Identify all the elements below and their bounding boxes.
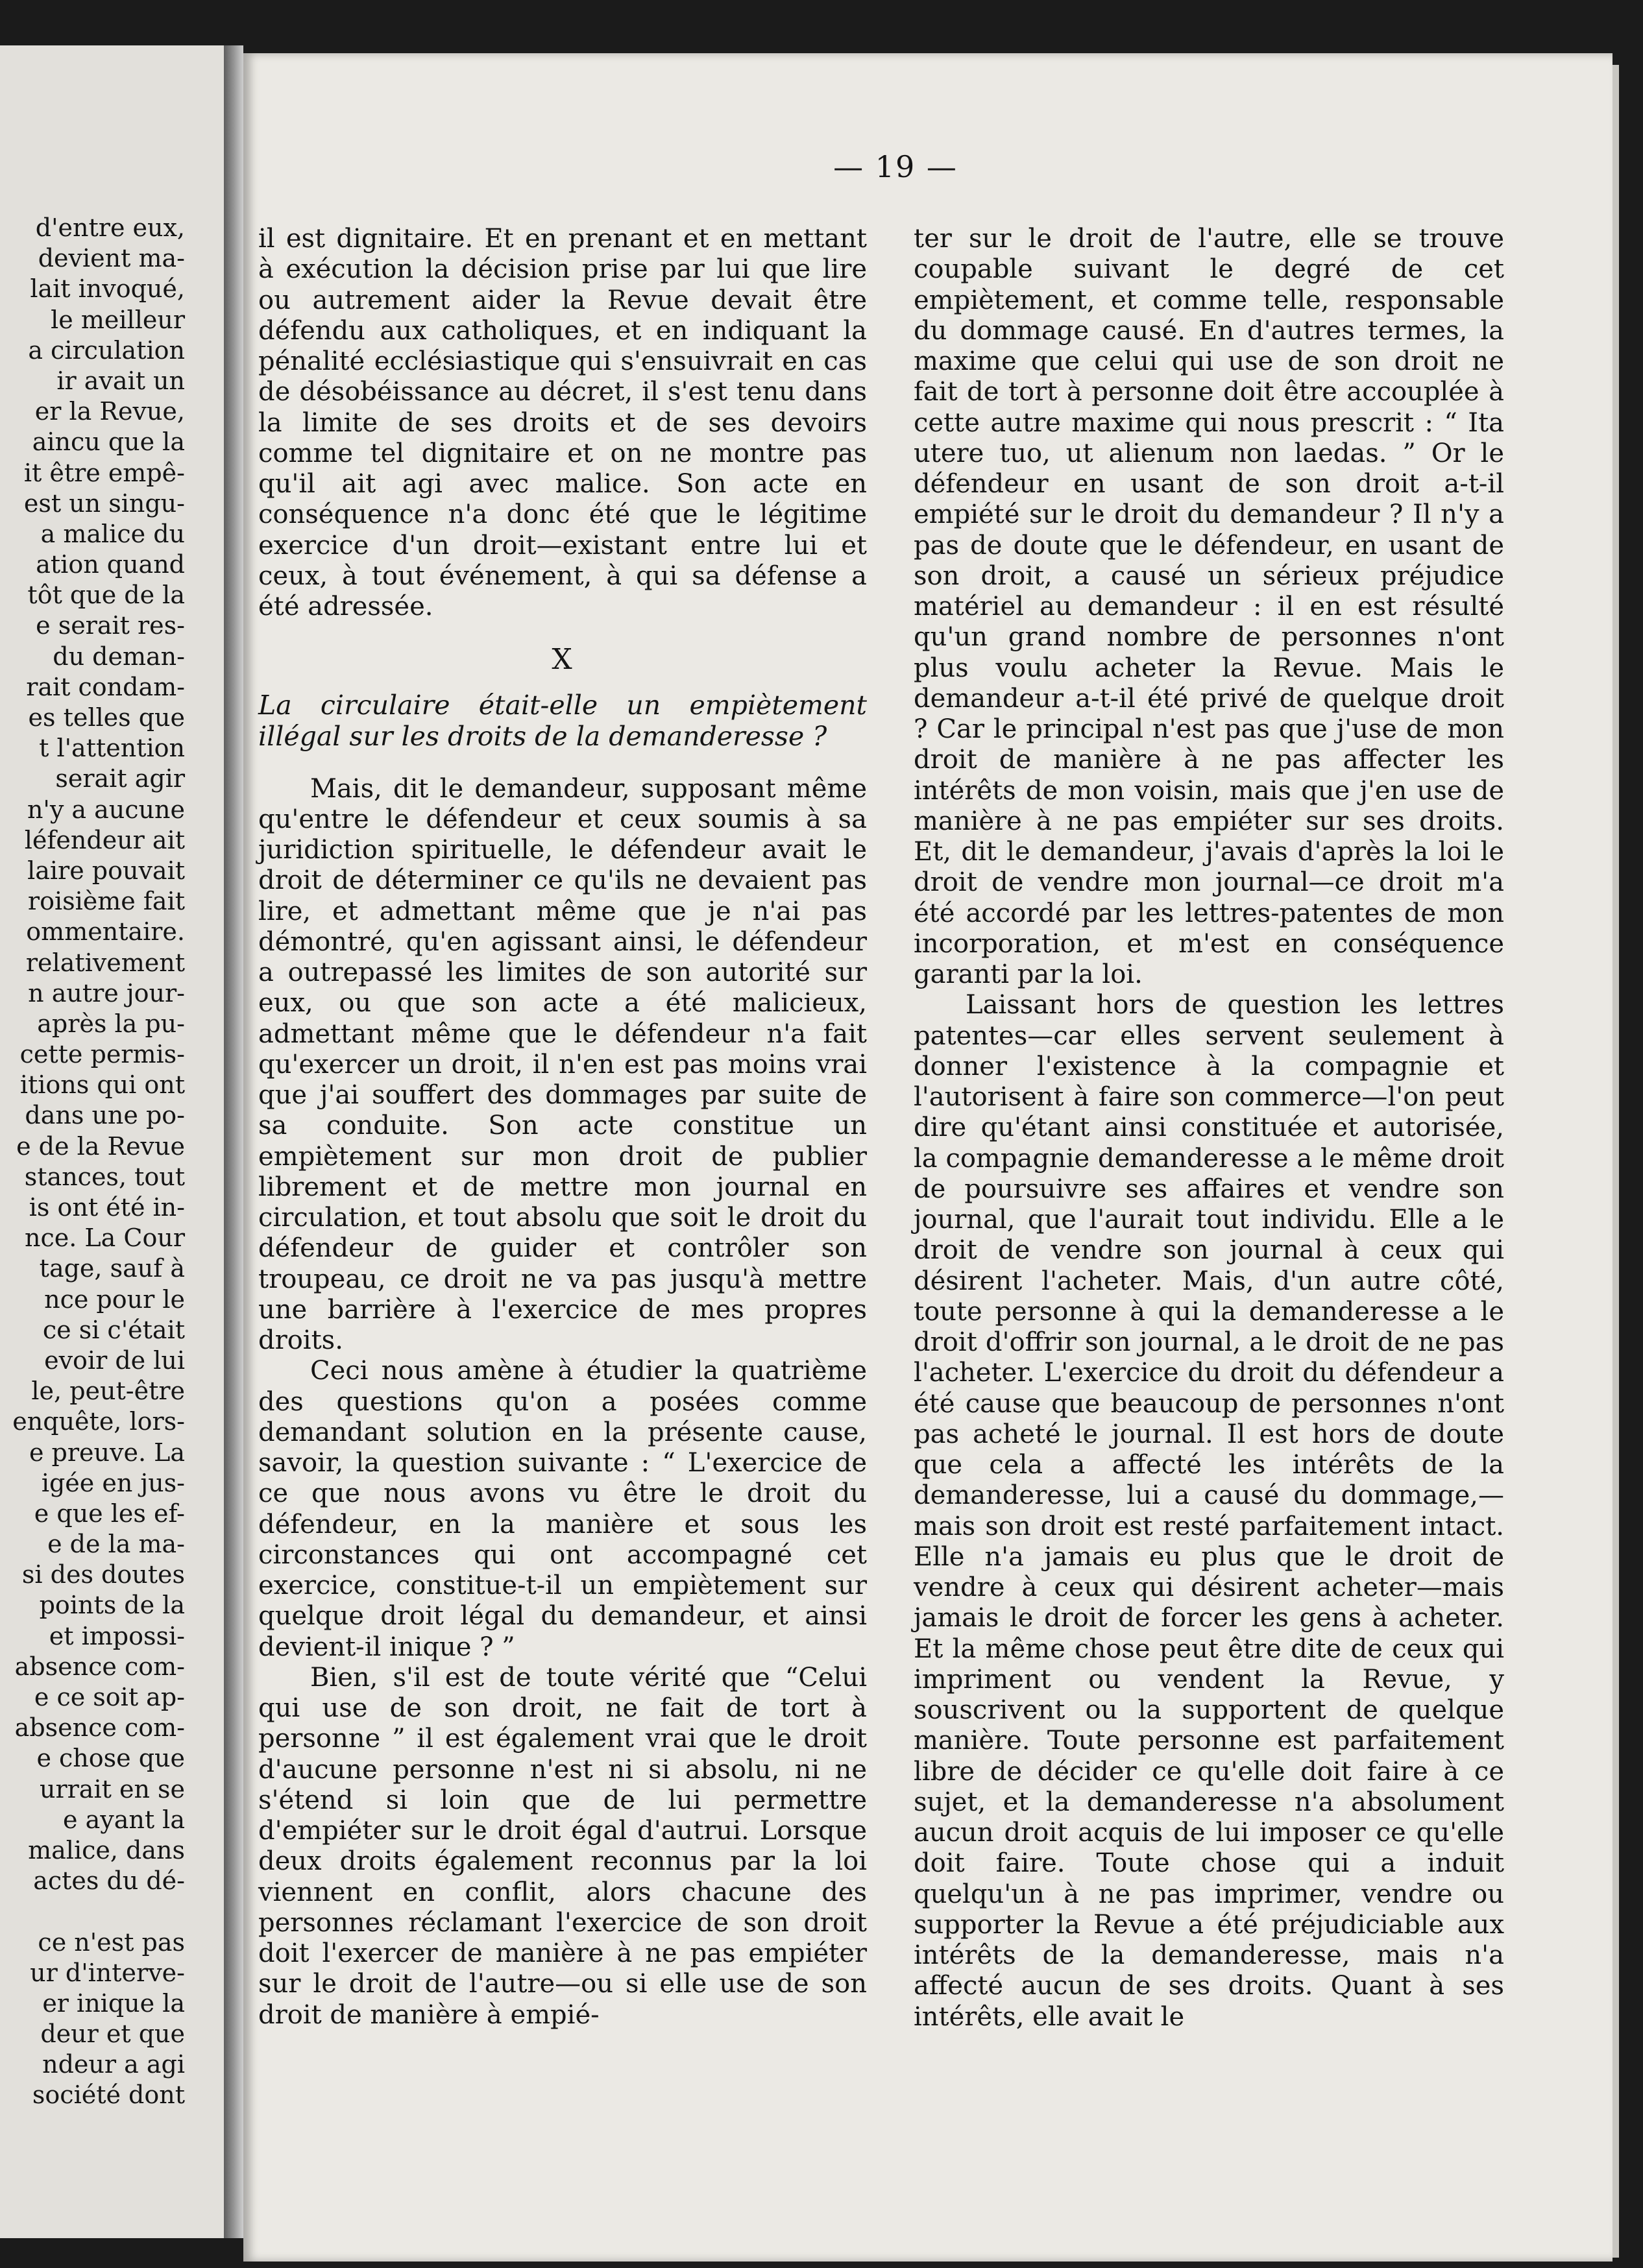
facing-page-line: devient ma- [38, 244, 185, 273]
page-edge [1613, 65, 1619, 2258]
facing-page-line: absence com- [14, 1652, 185, 1681]
facing-page-line: le, peut-être [31, 1377, 185, 1406]
paragraph: ter sur le droit de l'autre, elle se trouve coupable suivant le degré de cet empiètement, et comme telle, responsable du dommage causé. En d'autres termes, la maxime que celui qui use de son droit ne fait de tort à personne doit être accouplée à cette autre maxime qui nous prescrit : “ Ita utere tuo, ut alienum non laedas. ” Or le défendeur en usant de son droit a-t-il empiété sur le droit du demandeur ? Il n'y a pas de doute que le défendeur, en usant de son droit, a causé un sérieux préjudice matériel au demandeur : il en est résulté qu'un grand nombre de personnes n'ont plus voulu acheter la Revue. Mais le demandeur a-t-il été privé de quelque droit ? Car le principal n'est pas que j'use de mon droit de manière à ne pas affecter les intérêts de mon voisin, mais que j'en use de manière à ne pas empiéter sur ses droits. Et, dit le demandeur, j'avais d'après la loi le droit de vendre mon journal—ce droit m'a été accordé par les lettres-patentes de mon incorporation, et m'est en conséquence garanti par la loi. [914, 224, 1504, 989]
facing-page-line: deur et que [40, 2020, 185, 2049]
facing-page-line: n autre jour- [28, 978, 185, 1007]
facing-page-line [0, 1896, 185, 1927]
facing-page-line: e que les ef- [34, 1499, 185, 1528]
facing-page-line: e de la ma- [47, 1530, 185, 1559]
facing-page-line: laire pouvait [27, 856, 185, 885]
facing-page-line: malice, dans [28, 1835, 185, 1864]
facing-page-line: absence com- [14, 1713, 185, 1743]
book-gutter [224, 45, 243, 2238]
facing-page-line: ir avait un [56, 366, 185, 395]
facing-page-line: serait agir [55, 764, 185, 793]
facing-page-line: nce. La Cour [25, 1224, 185, 1253]
facing-page-line: itions qui ont [19, 1070, 185, 1100]
facing-page-line: e ayant la [63, 1805, 185, 1834]
facing-page-line: d'entre eux, [35, 213, 185, 242]
facing-page-line: e serait res- [36, 611, 185, 640]
facing-page-line: ur d'interve- [30, 1958, 185, 1987]
facing-page-line: dans une po- [25, 1101, 185, 1130]
facing-page-line: le meilleur [51, 305, 185, 334]
facing-page-line: enquête, lors- [12, 1407, 185, 1436]
facing-page-line: ndeur a agi [42, 2050, 185, 2079]
paragraph: Ceci nous amène à étudier la quatrième des questions qu'on a posées comme demandant solution en la présente cause, savoir, la question suivante : “ L'exercice de ce que nous avons vu être le droit du défendeur, en la manière et sous les circonstances qui ont accompagné cet exercice, constitue-t-il un empiètement sur quelque droit légal du demandeur, et ainsi devient-il inique ? ” [258, 1356, 867, 1662]
section-heading: La circulaire était-elle un empiètement illégal sur les droits de la demanderesse ? [258, 689, 867, 752]
middle-column [258, 224, 867, 2031]
facing-page-line: urrait en se [40, 1774, 185, 1804]
facing-page-line: ation quand [36, 550, 185, 579]
facing-page-line: es telles que [28, 703, 185, 732]
facing-page-line: cette permis- [19, 1040, 185, 1069]
facing-page-line: e preuve. La [29, 1438, 185, 1467]
facing-page-line: a circulation [28, 335, 185, 365]
paragraph: Bien, s'il est de toute vérité que “Celui qui use de son droit, ne fait de tort à personne ” il est également vrai que le droit d'aucune personne n'est ni si absolu, ni ne s'étend si loin que de lui permettre d'empiéter sur le droit égal d'autrui. Lorsque deux droits également reconnus par la loi viennent en conflit, alors chacune des personnes réclamant l'exercice de son droit doit l'exercer de manière à ne pas empiéter sur le droit de l'autre—ou si elle use de son droit de manière à empié- [258, 1662, 867, 2030]
facing-page-line: relativement [25, 948, 185, 977]
facing-page-line: it être empê- [23, 458, 185, 487]
facing-page-line: is ont été in- [29, 1193, 185, 1222]
facing-page-line: a malice du [40, 519, 185, 548]
facing-page-line: n'y a aucune [27, 795, 185, 824]
facing-page-line: rait condam- [26, 672, 185, 701]
facing-page-line: et impossi- [49, 1621, 185, 1650]
facing-page-line: actes du dé- [33, 1866, 185, 1896]
facing-page-fragment [0, 45, 224, 2238]
facing-page-line: du deman- [53, 642, 185, 671]
paragraph: Mais, dit le demandeur, supposant même qu'entre le défendeur et ceux soumis à sa juridiction spirituelle, le défendeur avait le droit de déterminer ce qu'ils ne devaient pas lire, et admettant même que je n'ai pas démontré, qu'en agissant ainsi, le défendeur a outrepassé les limites de son autorité sur eux, ou que son acte a été malicieux, admettant même que le défendeur n'a fait qu'exercer un droit, il n'en est pas moins vrai que j'ai souffert des dommages par suite de sa conduite. Son acte constitue un empiètement sur mon droit de publier librement et de mettre mon journal en circulation, et tout absolu que soit le droit du défendeur de guider et contrôler son troupeau, ce droit ne va pas jusqu'à mettre une barrière à l'exercice de mes propres droits. [258, 773, 867, 1355]
facing-page-line: igée en jus- [41, 1468, 185, 1497]
facing-page-line: t l'attention [39, 734, 185, 763]
facing-page-line: léfendeur ait [24, 825, 185, 854]
section-numeral: X [552, 643, 574, 677]
facing-page-line: points de la [39, 1591, 185, 1620]
facing-page-line: si des doutes [21, 1560, 185, 1589]
facing-page-line: er la Revue, [34, 397, 185, 426]
facing-page-column [0, 213, 185, 2111]
facing-page-line: est un singu- [23, 489, 185, 518]
facing-page-line: aincu que la [32, 428, 185, 457]
facing-page-line: stances, tout [24, 1162, 185, 1191]
facing-page-line: nce pour le [44, 1285, 185, 1314]
paragraph: il est dignitaire. Et en prenant et en mettant à exécution la décision prise par lui que lire ou autrement aider la Revue devait être défendu aux catholiques, et en indiquant la pénalité ecclésiastique qui s'ensuivrait en cas de désobéissance au décret, il s'est tenu dans la limite de ses droits et de ses devoirs comme tel dignitaire et on ne montre pas qu'il ait agi avec malice. Son acte en conséquence n'a donc été que le légitime exercice d'un droit—existant entre lui et ceux, à tout événement, à qui sa défense a été adressée. [258, 224, 867, 621]
facing-page-line: ce si c'était [42, 1315, 185, 1344]
facing-page-line: tôt que de la [27, 581, 185, 610]
right-column [914, 224, 1504, 2033]
facing-page-line: lait invoqué, [30, 274, 185, 304]
page-number: — 19 — [833, 149, 958, 184]
facing-page-line: ommentaire. [26, 917, 185, 947]
facing-page-line: evoir de lui [44, 1345, 185, 1375]
facing-page-line: e chose que [36, 1744, 185, 1773]
facing-page-line: roisième fait [27, 887, 185, 916]
facing-page-line: er inique la [42, 1988, 185, 2018]
facing-page-line: après la pu- [37, 1009, 185, 1038]
facing-page-line: e de la Revue [16, 1131, 185, 1161]
facing-page-line: société dont [32, 2081, 185, 2110]
facing-page-line: tage, sauf à [39, 1254, 185, 1283]
facing-page-line: ce n'est pas [38, 1927, 185, 1957]
facing-page-line: e ce soit ap- [34, 1683, 185, 1711]
paragraph: Laissant hors de question les lettres patentes—car elles servent seulement à donner l'existence à la compagnie et l'autorisent à faire son commerce—l'on peut dire qu'étant ainsi constituée et autorisée, la compagnie demanderesse a le même droit de poursuivre ses affaires et vendre son journal, que l'aurait tout individu. Elle a le droit de vendre son journal à ceux qui désirent l'acheter. Mais, d'un autre côté, toute personne à qui la demanderesse a le droit d'offrir son journal, a le droit de ne pas l'acheter. L'exercice du droit du défendeur a été cause que beaucoup de personnes n'ont pas acheté le journal. Il est hors de doute que cela a affecté les intérêts de la demanderesse, lui a causé du dommage,—mais son droit est resté parfaitement intact. Elle n'a jamais eu plus que le droit de vendre à ceux qui désirent acheter—mais jamais le droit de forcer les gens à acheter. Et la même chose peut être dite de ceux qui impriment ou vendent la Revue, y souscrivent ou la supportent de quelque manière. Toute personne est parfaitement libre de décider ce qu'elle doit faire à ce sujet, et la demanderesse n'a absolument aucun droit acquis de lui imposer ce qu'elle doit faire. Toute chose qui a induit quelqu'un à ne pas imprimer, vendre ou supporter la Revue a été préjudiciable aux intérêts de la demanderesse, mais n'a affecté aucun de ses droits. Quant à ses intérêts, elle avait le [914, 990, 1504, 2032]
